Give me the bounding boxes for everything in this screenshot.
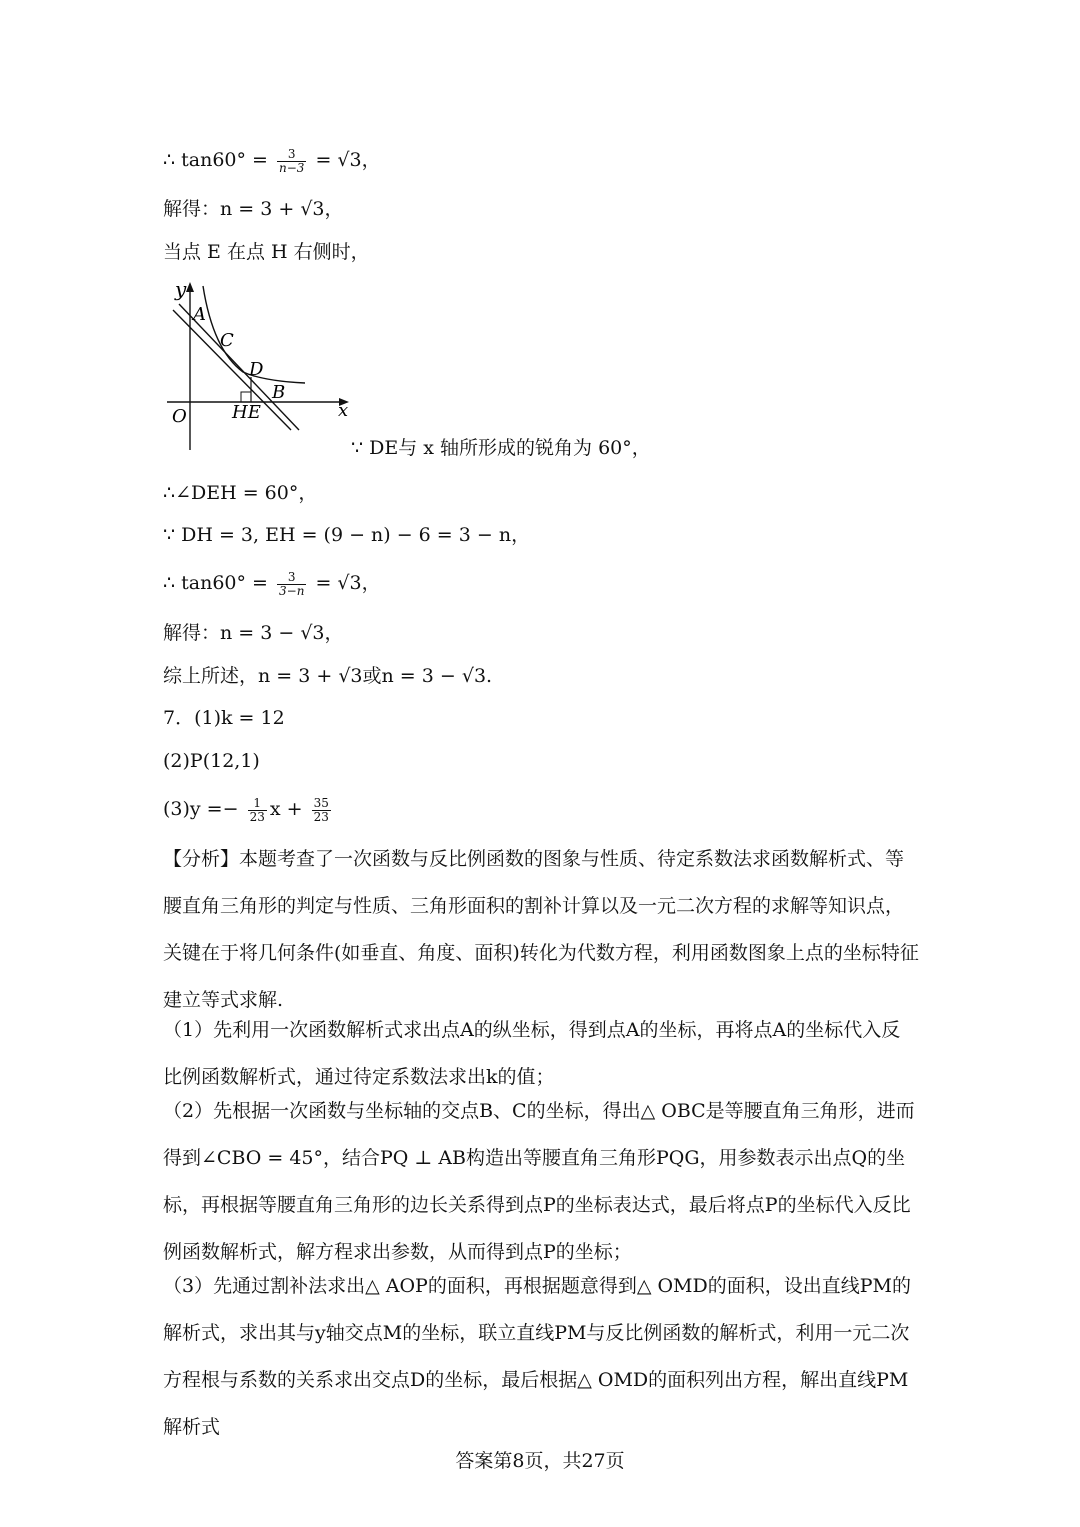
label-y: y bbox=[175, 280, 187, 301]
right-angle-mark bbox=[241, 392, 251, 402]
line-angle-deh: ∴∠DEH = 60°， bbox=[163, 482, 318, 504]
fraction: $\frac{3}{n-3}$ bbox=[279, 146, 305, 175]
analysis-part-2: （2）先根据一次函数与坐标轴的交点B、C的坐标，得出△ OBC是等腰直角三角形，进而得到∠CBO = 45°，结合PQ ⊥ AB构造出等腰直角三角形PQG，用参数表示出点Q的坐标，再根据等腰直角三角形的边长关系得到点P的坐标表达式，最后将点P的坐标代入反比例函数解析式，解方程求出参数，从而得到点P的坐标； bbox=[163, 1100, 915, 1263]
analysis-paragraph: 【分析】本题考查了一次函数与反比例函数的图象与性质、待定系数法求函数解析式、等腰直角三角形的判定与性质、三角形面积的割补计算以及一元二次方程的求解等知识点，关键在于将几何条件(如垂直、角度、面积)转化为代数方程，利用函数图象上点的坐标特征建立等式求解. bbox=[163, 848, 919, 1011]
label-d: D bbox=[249, 359, 264, 380]
line-tan-1: ∴ tan60° = $\frac{3}{n-3}$ = √3， bbox=[163, 146, 381, 175]
line-answer-7-3: (3)y =− $\frac{1}{23}$ x + $\frac{35}{23}$ bbox=[163, 795, 329, 824]
line-summary: 综上所述，n = 3 + √3或n = 3 − √3. bbox=[163, 665, 493, 687]
page-footer: 答案第8页，共27页 bbox=[455, 1450, 625, 1472]
label-he: HE bbox=[232, 402, 261, 423]
line-dh-eh: ∵ DH = 3, EH = (9 − n) − 6 = 3 − n， bbox=[163, 524, 531, 546]
analysis-part-3: （3）先通过割补法求出△ AOP的面积，再根据题意得到△ OMD的面积，设出直线PM的解析式，求出其与y轴交点M的坐标，联立直线PM与反比例函数的解析式，利用一元二次方程根与系数的关系求出交点D的坐标，最后根据△ OMD的面积列出方程，解出直线PM解析式 bbox=[163, 1275, 911, 1438]
line-case-e-right: 当点 E 在点 H 右侧时， bbox=[163, 241, 370, 263]
line-solve-1: 解得：n = 3 + √3， bbox=[163, 198, 344, 220]
line-de-angle: ∵ DE与 x 轴所形成的锐角为 60°， bbox=[351, 437, 651, 459]
label-o: O bbox=[172, 406, 187, 427]
line-answer-7-2: (2)P(12,1) bbox=[163, 750, 260, 772]
line-answer-7-1: 7．(1)k = 12 bbox=[163, 707, 285, 729]
fraction: $\frac{1}{23}$ bbox=[249, 795, 265, 824]
label-x: x bbox=[338, 400, 349, 421]
fraction: $\frac{3}{3-n}$ bbox=[279, 569, 305, 598]
coordinate-figure bbox=[163, 280, 353, 456]
fraction: $\frac{35}{23}$ bbox=[313, 795, 329, 824]
y-axis-arrow bbox=[186, 282, 194, 292]
analysis-part-1: （1）先利用一次函数解析式求出点A的纵坐标，得到点A的坐标，再将点A的坐标代入反比例函数解析式，通过待定系数法求出k的值； bbox=[163, 1019, 901, 1088]
line-solve-2: 解得：n = 3 − √3， bbox=[163, 622, 344, 644]
label-c: C bbox=[220, 330, 234, 351]
line-tan-2: ∴ tan60° = $\frac{3}{3-n}$ = √3， bbox=[163, 569, 381, 598]
label-a: A bbox=[193, 304, 206, 325]
label-b: B bbox=[272, 382, 286, 403]
